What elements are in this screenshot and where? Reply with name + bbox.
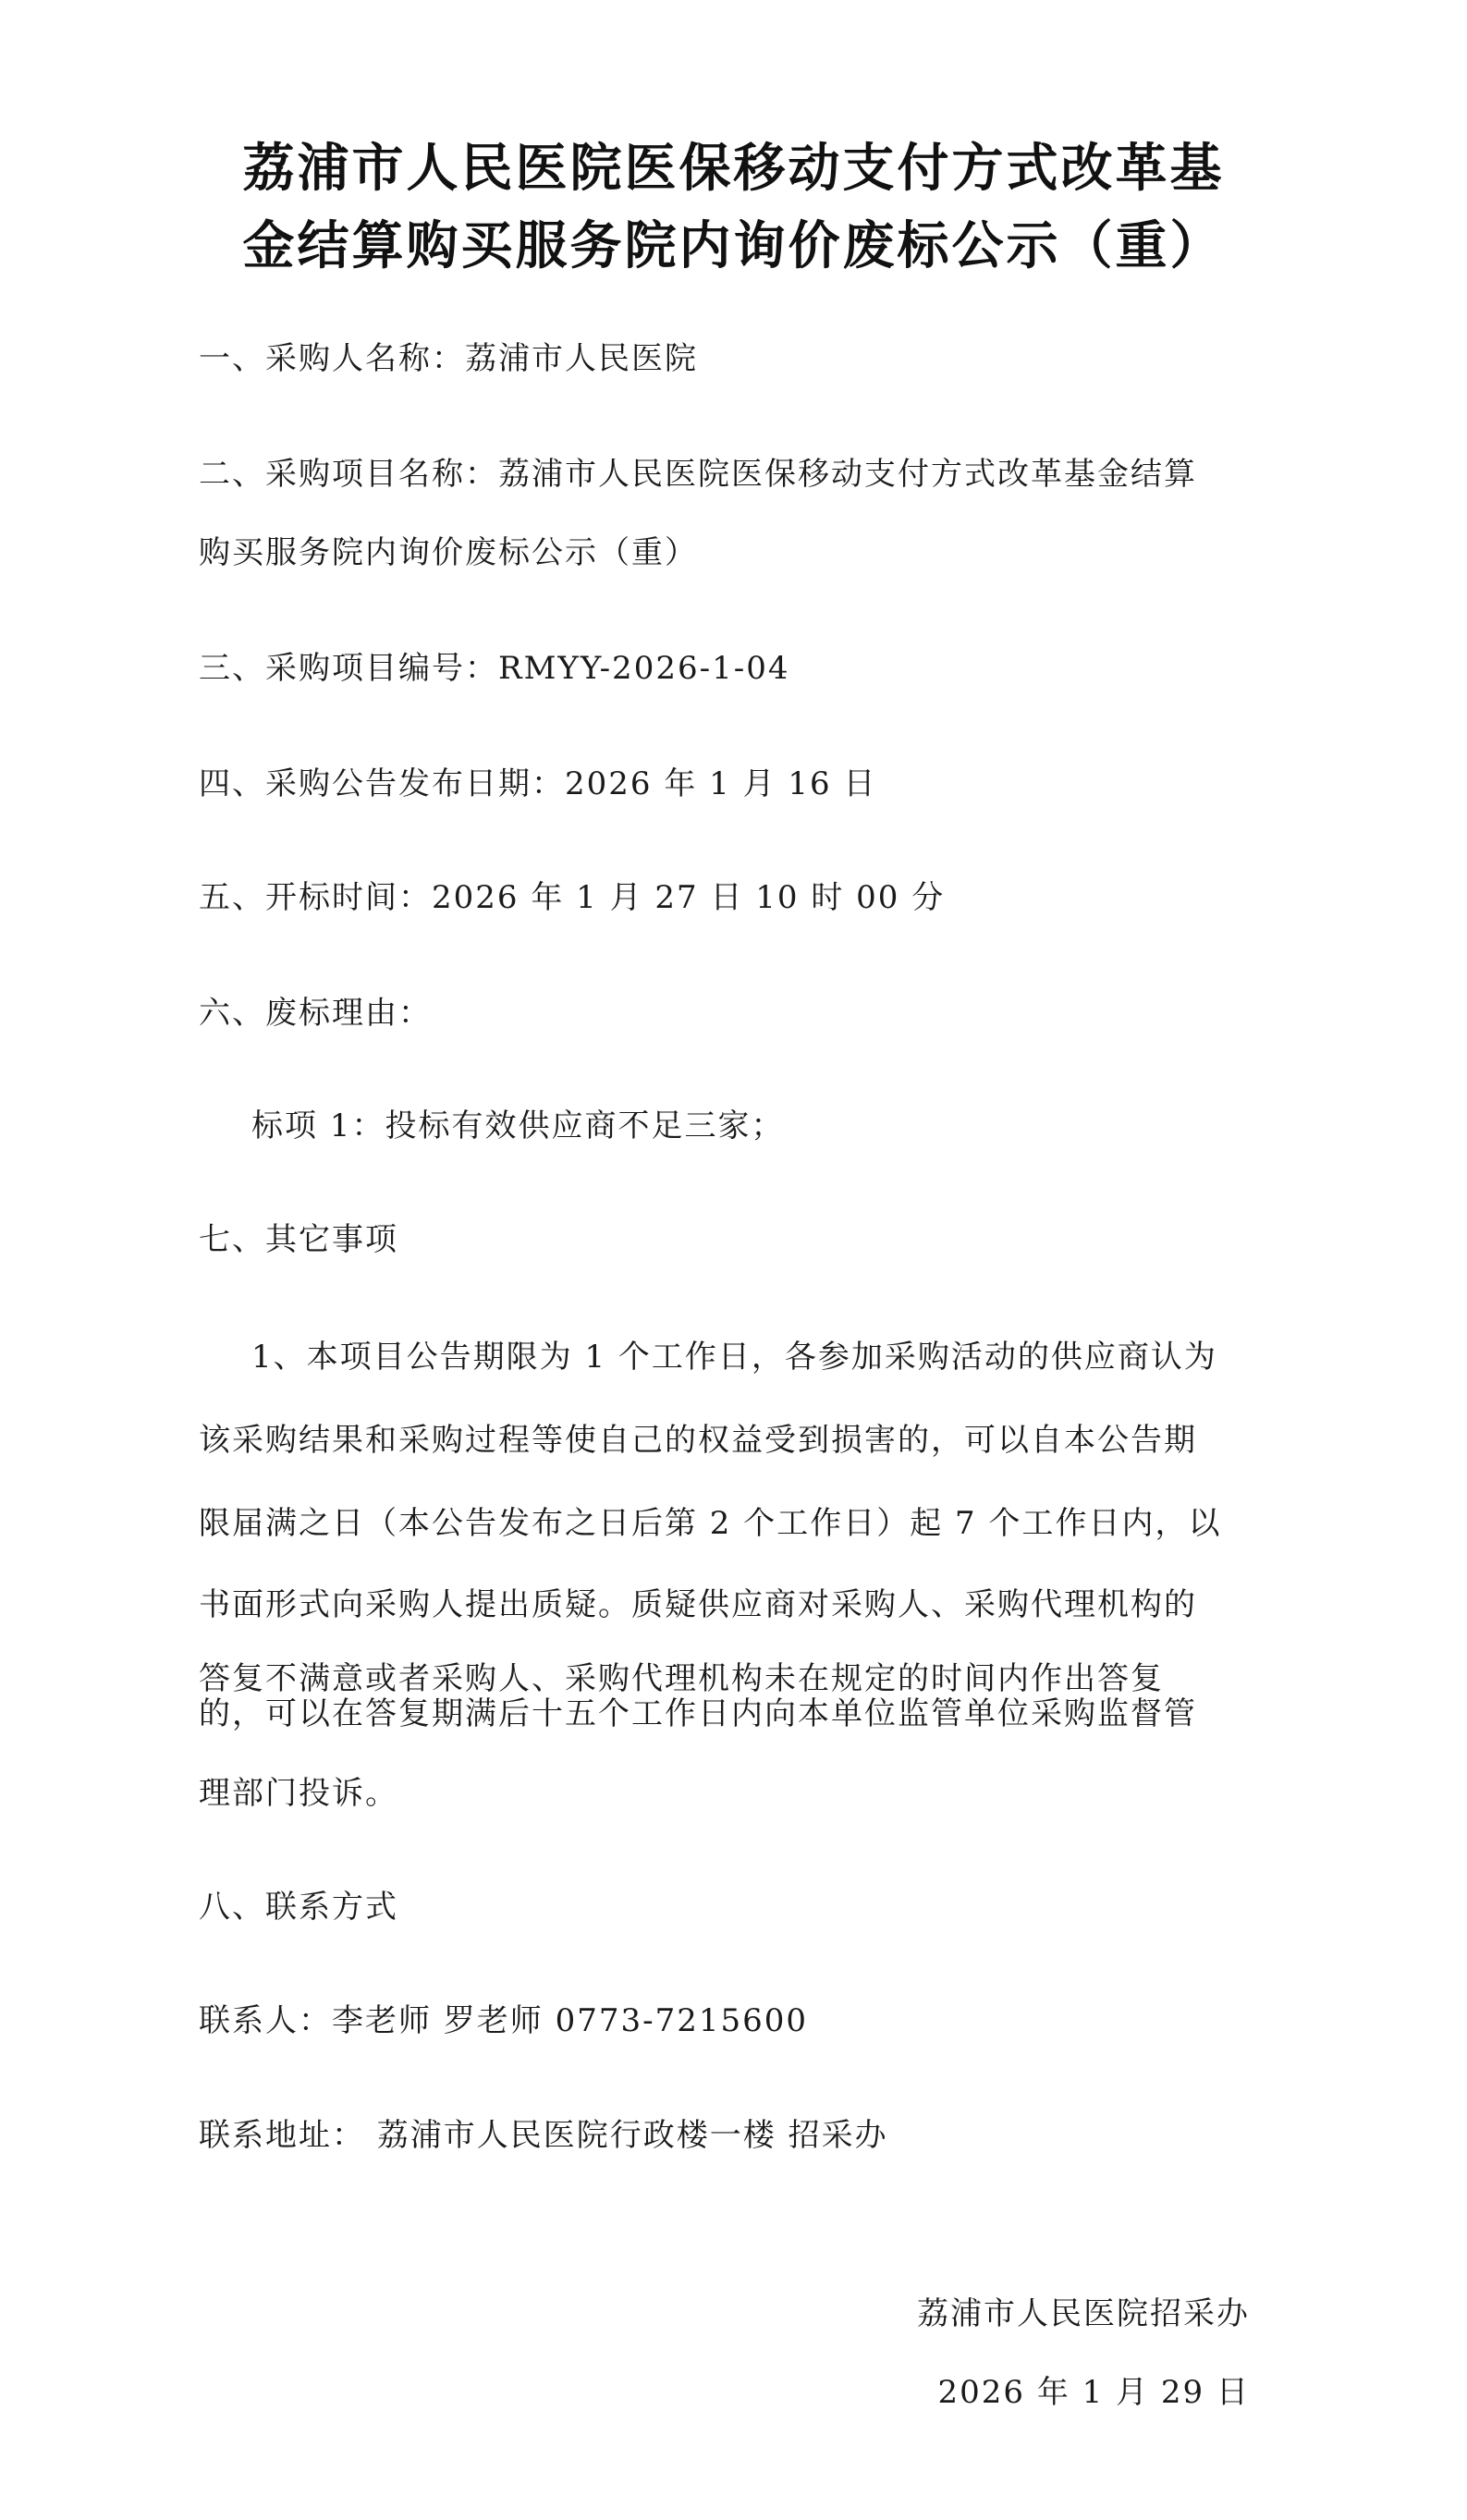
purchaser-name: 一、采购人名称：荔浦市人民医院: [199, 340, 698, 377]
contact-heading: 八、联系方式: [199, 1889, 398, 1926]
other-paragraph-line: 的，可以在答复期满后十五个工作日内向本单位监管单位采购监督管: [199, 1695, 1197, 1732]
reason-item: 标项 1：投标有效供应商不足三家；: [251, 1107, 785, 1144]
document-title-line-1: 荔浦市人民医院医保移动支付方式改革基: [242, 138, 1225, 199]
other-paragraph-line: 答复不满意或者采购人、采购代理机构未在规定的时间内作出答复: [199, 1660, 1164, 1697]
other-paragraph-line: 该采购结果和采购过程等使自己的权益受到损害的，可以自本公告期: [199, 1422, 1197, 1459]
signature-office: 荔浦市人民医院招采办: [917, 2295, 1250, 2332]
other-paragraph-line: 理部门投诉。: [199, 1775, 398, 1812]
project-name-line-1: 二、采购项目名称：荔浦市人民医院医保移动支付方式改革基金结算: [199, 456, 1197, 493]
signature-date: 2026 年 1 月 29 日: [937, 2374, 1250, 2411]
other-paragraph-line: 限届满之日（本公告发布之日后第 2 个工作日）起 7 个工作日内，以: [199, 1505, 1222, 1542]
other-matters-heading: 七、其它事项: [199, 1221, 398, 1258]
contact-address: 联系地址： 荔浦市人民医院行政楼一楼 招采办: [199, 2117, 888, 2154]
other-paragraph-line: 1、本项目公告期限为 1 个工作日，各参加采购活动的供应商认为: [251, 1339, 1217, 1376]
other-paragraph-line: 书面形式向采购人提出质疑。质疑供应商对采购人、采购代理机构的: [199, 1586, 1197, 1623]
project-number: 三、采购项目编号：RMYY-2026-1-04: [199, 650, 790, 687]
contact-person: 联系人：李老师 罗老师 0773-7215600: [199, 2002, 809, 2039]
bid-opening-time: 五、开标时间：2026 年 1 月 27 日 10 时 00 分: [199, 879, 946, 916]
publish-date: 四、采购公告发布日期：2026 年 1 月 16 日: [199, 765, 877, 802]
reason-heading: 六、废标理由：: [199, 995, 432, 1032]
document-title-line-2: 金结算购买服务院内询价废标公示（重）: [242, 215, 1225, 276]
project-name-line-2: 购买服务院内询价废标公示（重）: [199, 534, 698, 571]
